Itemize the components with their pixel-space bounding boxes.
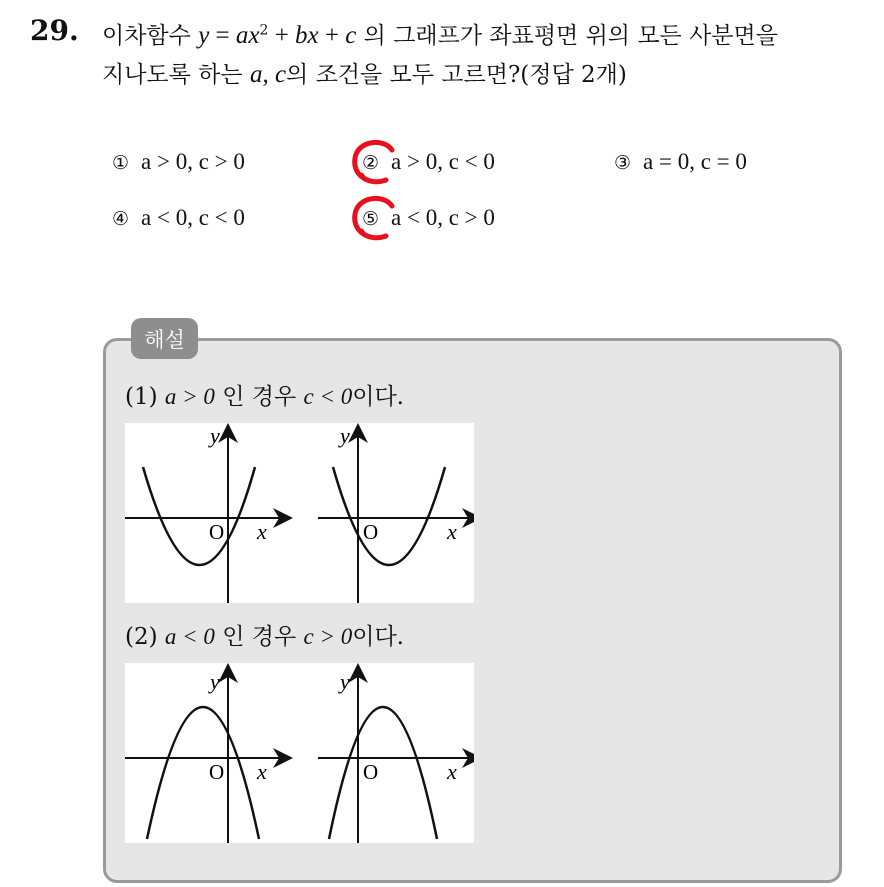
question-number: 29. bbox=[30, 14, 79, 47]
choice-mark: ⑤ bbox=[362, 208, 380, 230]
x-axis-label: x bbox=[447, 519, 457, 544]
case-condition-a: a > 0 bbox=[164, 384, 215, 409]
x-axis-label: x bbox=[447, 759, 457, 784]
choice-mark: ③ bbox=[614, 152, 632, 174]
choice-condition: a < 0, c > 0 bbox=[391, 205, 495, 230]
question-text-line-1 bbox=[102, 17, 778, 50]
explanation-tab: 해설 bbox=[131, 318, 198, 359]
case-condition-a: a < 0 bbox=[164, 624, 215, 649]
question-vars: a, c bbox=[249, 61, 287, 88]
origin-label: O bbox=[363, 520, 379, 544]
origin-label: O bbox=[209, 760, 225, 784]
y-axis-label: y bbox=[210, 669, 220, 694]
formula-ax: ax bbox=[235, 22, 260, 49]
graph-box-downward bbox=[125, 663, 474, 843]
case-label: (1) bbox=[125, 384, 165, 410]
formula-plus: + bbox=[268, 22, 296, 49]
formula-c: c bbox=[345, 22, 357, 49]
y-axis-label: y bbox=[340, 669, 350, 694]
formula-eq: = bbox=[209, 22, 236, 49]
question-text-part: 지나도록 하는 bbox=[102, 62, 250, 88]
case-condition-c: c < 0 bbox=[303, 384, 353, 409]
y-axis-label: y bbox=[340, 423, 350, 448]
choice-2[interactable] bbox=[362, 149, 495, 175]
case-1-text bbox=[125, 378, 404, 411]
choice-1[interactable] bbox=[112, 149, 245, 175]
question-text-part: 의 그래프가 좌표평면 위의 모든 사분면을 bbox=[356, 23, 778, 49]
choice-4[interactable] bbox=[112, 205, 245, 231]
formula-plus: + bbox=[318, 22, 346, 49]
choice-condition: a = 0, c = 0 bbox=[643, 149, 747, 174]
choice-condition: a > 0, c > 0 bbox=[141, 149, 245, 174]
graph-upward-right bbox=[318, 423, 474, 603]
choice-mark: ② bbox=[362, 152, 380, 174]
x-axis-label: x bbox=[257, 759, 267, 784]
choice-5[interactable] bbox=[362, 205, 495, 231]
case-condition-c: c > 0 bbox=[303, 624, 353, 649]
y-axis-label: y bbox=[210, 423, 220, 448]
choice-mark: ④ bbox=[112, 208, 130, 230]
formula-y: y bbox=[198, 22, 210, 49]
formula-bx: bx bbox=[295, 22, 319, 49]
question-text-line-2 bbox=[102, 56, 627, 89]
formula-exponent: 2 bbox=[259, 22, 269, 39]
graph-downward-right bbox=[318, 669, 474, 843]
case-text: 이다. bbox=[352, 384, 404, 410]
case-label: (2) bbox=[125, 624, 165, 650]
choice-condition: a < 0, c < 0 bbox=[141, 205, 245, 230]
question-text-part: 이차함수 bbox=[102, 23, 199, 49]
origin-label: O bbox=[209, 520, 225, 544]
question-text-part: 의 조건을 모두 고르면?(정답 2개) bbox=[286, 62, 627, 88]
case-text: 이다. bbox=[352, 624, 404, 650]
choice-condition: a > 0, c < 0 bbox=[391, 149, 495, 174]
graph-box-upward bbox=[125, 423, 474, 603]
case-text: 인 경우 bbox=[214, 624, 304, 650]
case-2-text bbox=[125, 618, 404, 651]
origin-label: O bbox=[363, 760, 379, 784]
choice-3[interactable] bbox=[614, 149, 747, 175]
x-axis-label: x bbox=[257, 519, 267, 544]
choice-mark: ① bbox=[112, 152, 130, 174]
graph-upward-left bbox=[125, 423, 285, 603]
graph-downward-left bbox=[125, 669, 285, 843]
case-text: 인 경우 bbox=[214, 384, 304, 410]
